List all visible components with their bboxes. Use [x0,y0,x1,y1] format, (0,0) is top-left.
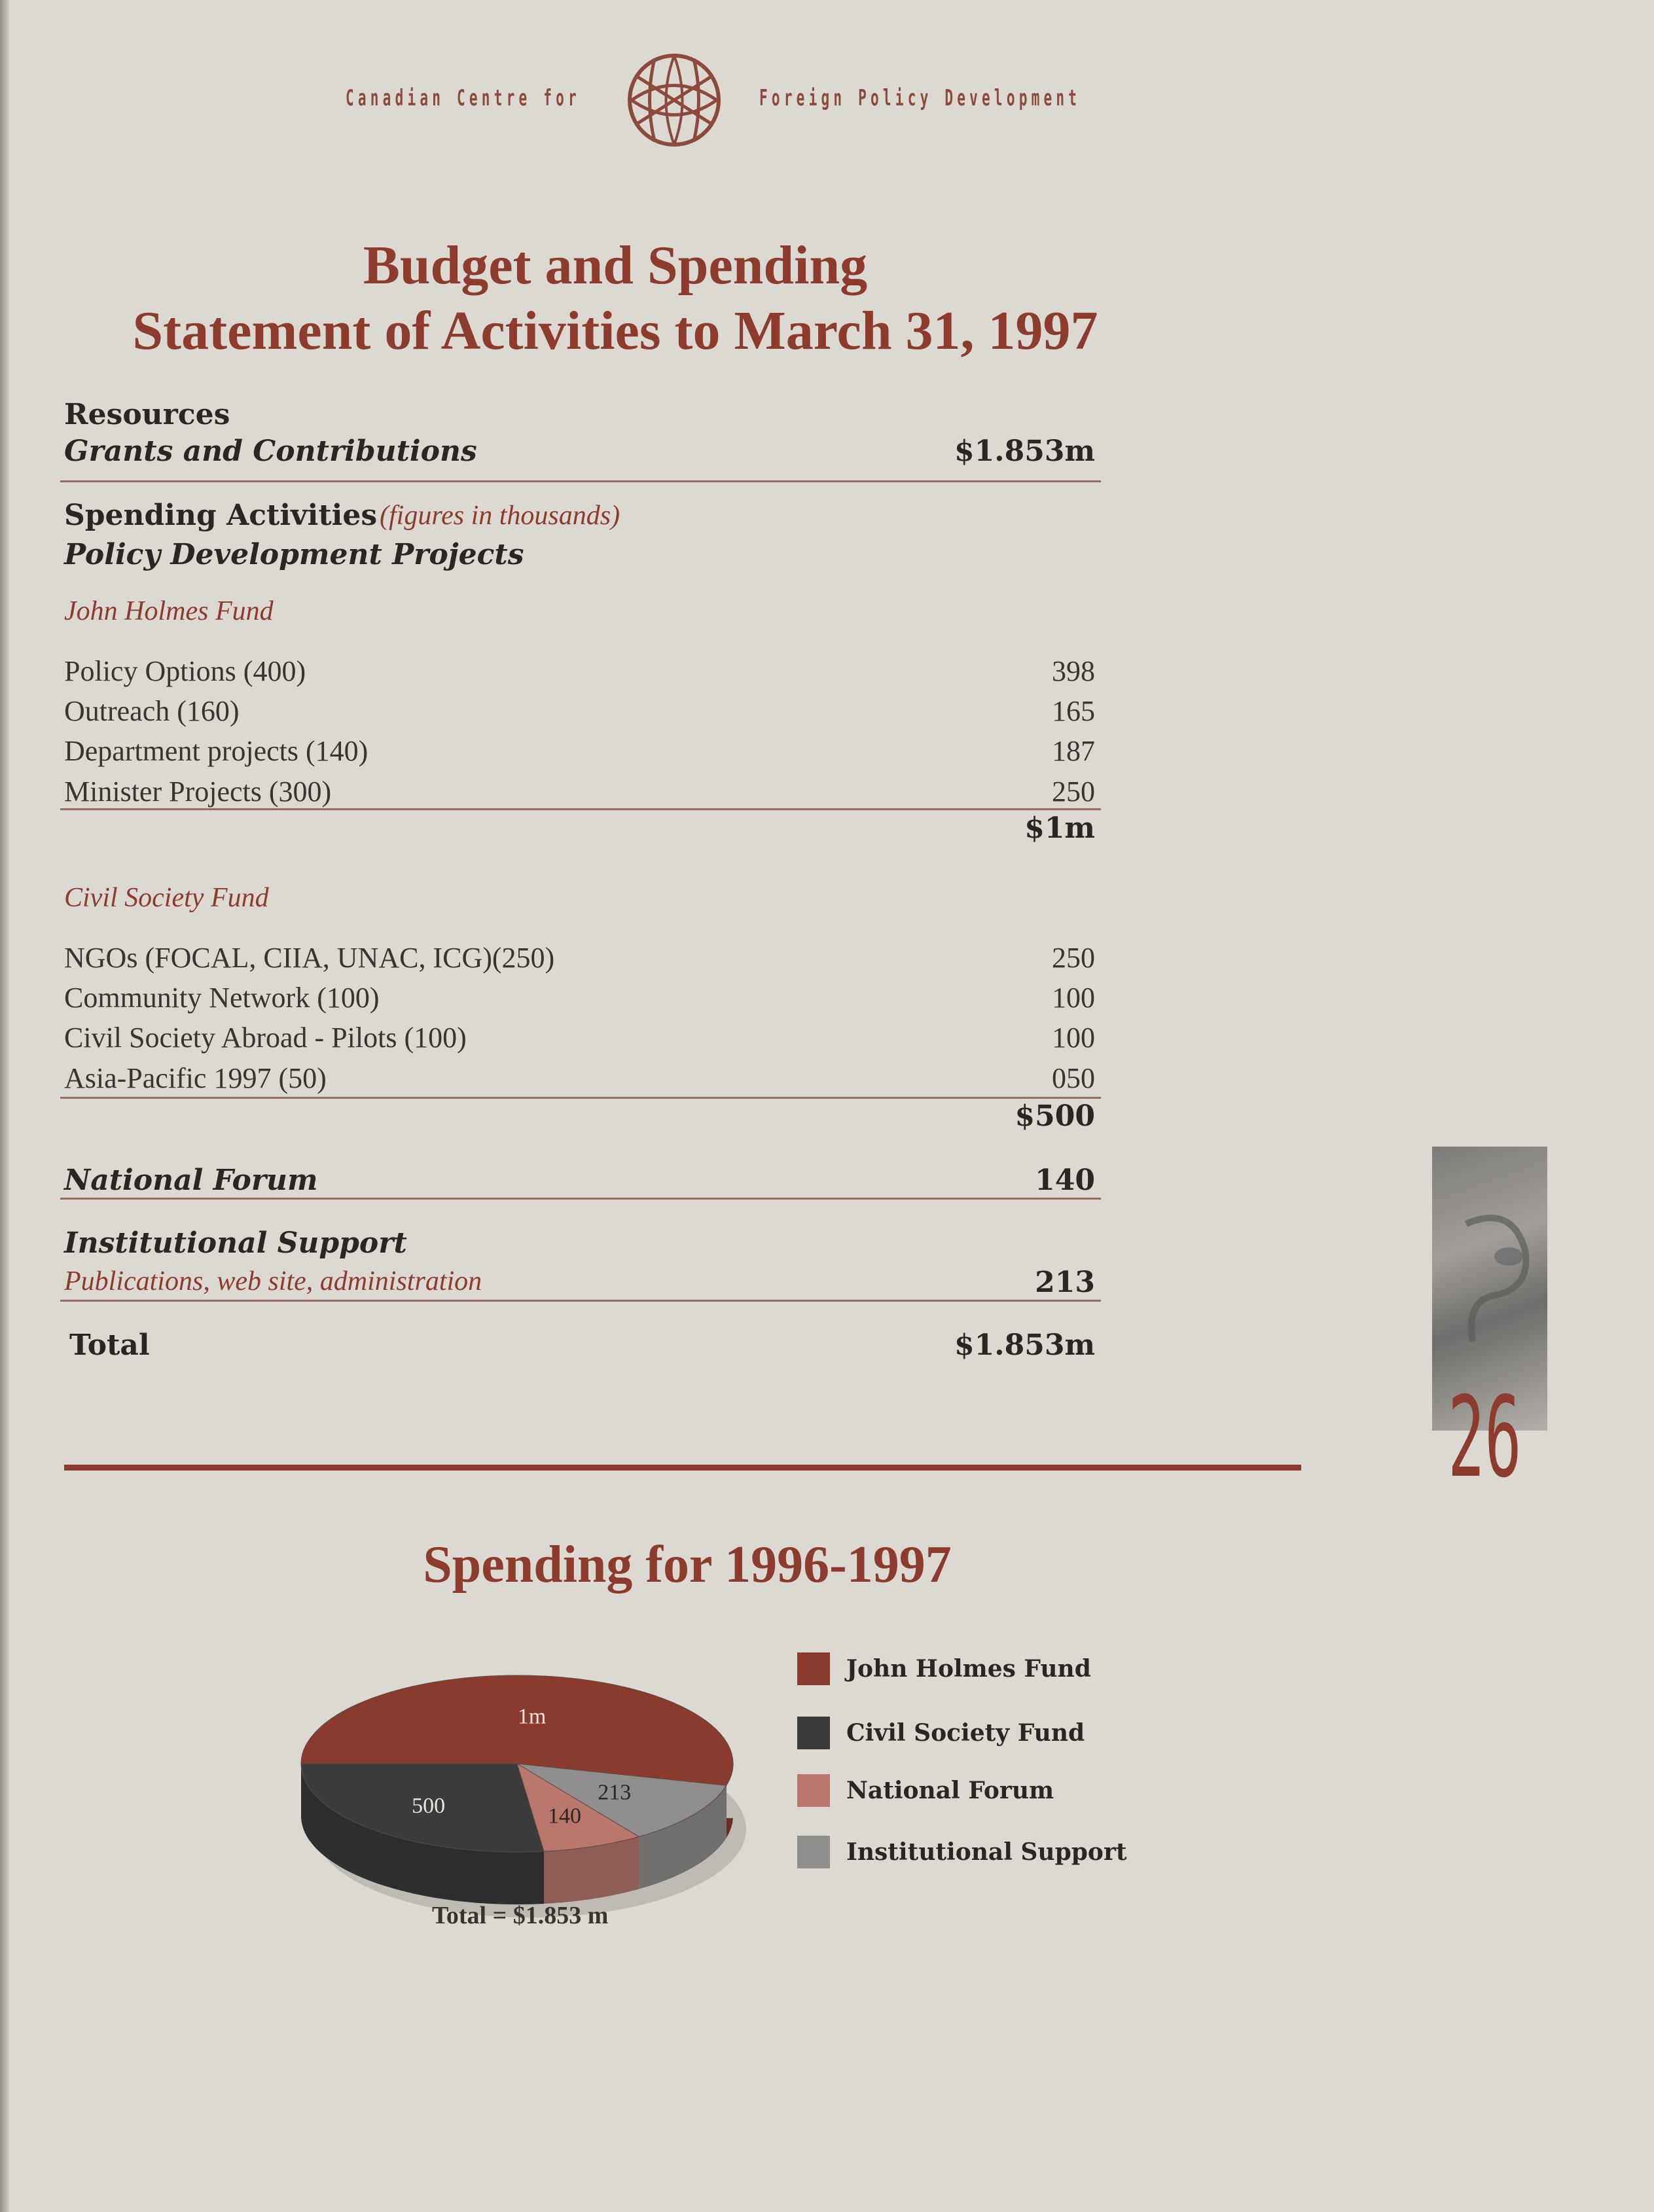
table-row [64,1061,1102,1099]
org-name-left: Canadian Centre for [346,85,581,111]
page-subtitle: Statement of Activities to March 31, 1997 [132,300,1098,361]
line-item-label: Community Network (100) [64,982,380,1014]
line-item-label: Outreach (160) [64,695,240,727]
line-item-label: Policy Options (400) [64,655,306,687]
spending-heading-row [64,499,1102,538]
line-item-value: 250 [1052,942,1095,974]
line-item-label: Department projects (140) [64,735,369,767]
policy-projects-row [64,538,1102,577]
divider [60,1300,1101,1302]
total-row [64,1329,1102,1369]
figures-note: (figures in thousands) [380,501,620,531]
institutional-detail-row [64,1266,1102,1304]
national-forum-value: 140 [1035,1164,1095,1197]
legend-label: Civil Society Fund [846,1719,1085,1747]
divider [60,808,1101,810]
letterhead [0,51,1244,149]
pie-slice-label: 140 [548,1804,581,1828]
pie-chart [295,1649,753,1937]
civil-society-row [64,882,1102,919]
total-value: $1.853m [954,1329,1095,1362]
pie-slice-label: 1m [517,1704,547,1729]
institutional-label: Institutional Support [64,1226,407,1260]
national-forum-row [64,1164,1102,1203]
table-row [64,775,1102,813]
line-item-label: NGOs (FOCAL, CIIA, UNAC, ICG)(250) [64,942,555,974]
line-item-value: 050 [1052,1062,1095,1094]
resources-heading: Resources [64,398,230,431]
page-number: 26 [1448,1373,1522,1503]
chart-total-label: Total = $1.853 m [432,1902,609,1929]
line-item-label: Civil Society Abroad - Pilots (100) [64,1022,467,1054]
divider [60,1097,1101,1099]
globe-grid-icon [625,51,723,149]
john-holmes-label: John Holmes Fund [64,596,274,626]
legend-swatch [797,1774,830,1807]
policy-projects-heading: Policy Development Projects [64,538,524,571]
civil-society-label: Civil Society Fund [64,883,269,913]
legend-label: Institutional Support [846,1838,1127,1866]
table-row [64,981,1102,1019]
institutional-detail: Publications, web site, administration [64,1266,482,1296]
line-item-value: 165 [1052,695,1095,727]
legend-swatch [797,1836,830,1868]
table-row [64,694,1102,732]
resources-heading-row [64,398,1102,435]
grants-label: Grants and Contributions [64,435,477,468]
pie-slice-label: 213 [598,1780,632,1805]
line-item-value: 398 [1052,655,1095,687]
national-forum-label: National Forum [64,1164,318,1197]
total-label: Total [69,1329,150,1362]
page-title: Budget and Spending [363,235,868,296]
spending-heading: Spending Activities [64,499,378,532]
divider [60,480,1101,482]
legend-label: National Forum [846,1777,1054,1804]
carving-decoration-icon [1460,1198,1538,1368]
pie-slice-label: 500 [412,1793,446,1818]
line-item-value: 100 [1052,1022,1095,1054]
section-divider [64,1465,1301,1471]
legend-swatch [797,1652,830,1685]
table-row [64,941,1102,979]
institutional-row [64,1226,1102,1264]
legend-swatch [797,1717,830,1749]
table-row [64,734,1102,772]
line-item-value: 250 [1052,776,1095,808]
line-item-value: 187 [1052,735,1095,767]
institutional-value: 213 [1035,1266,1095,1299]
grants-value: $1.853m [954,435,1095,468]
divider [60,1198,1101,1200]
line-item-value: 100 [1052,982,1095,1014]
table-row [64,654,1102,692]
table-row [64,1021,1102,1059]
civil-society-subtotal: $500 [1015,1099,1095,1133]
legend-label: John Holmes Fund [846,1655,1091,1683]
org-name-right: Foreign Policy Development [759,85,1081,111]
john-holmes-row [64,596,1102,632]
subtotal-row [64,812,1102,851]
line-item-label: Minister Projects (300) [64,776,332,808]
line-item-label: Asia-Pacific 1997 (50) [64,1062,327,1094]
grants-row [64,435,1102,474]
chart-title: Spending for 1996-1997 [423,1536,952,1594]
john-holmes-subtotal: $1m [1024,812,1095,845]
subtotal-row [64,1099,1102,1139]
